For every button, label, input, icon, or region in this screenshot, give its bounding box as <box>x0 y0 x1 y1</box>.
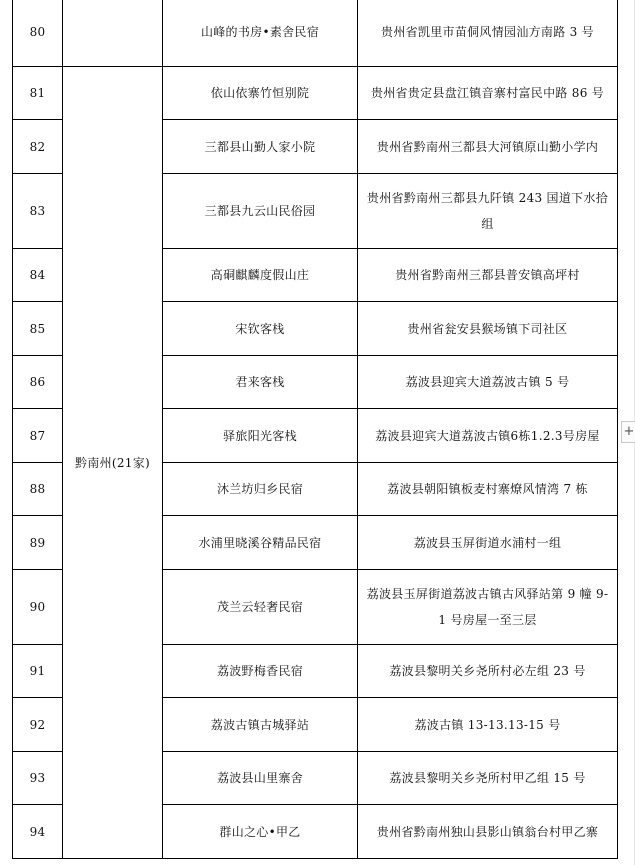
homestay-address: 贵州省凯里市苗侗风情园汕方南路 3 号 <box>358 0 618 67</box>
homestay-name: 荔波古镇古城驿站 <box>163 698 358 752</box>
homestay-name: 荔波县山里寨舍 <box>163 752 358 805</box>
row-number: 80 <box>13 0 63 67</box>
homestay-address: 贵州省黔南州三都县大河镇原山勤小学内 <box>358 120 618 174</box>
homestay-address: 荔波古镇 13-13.13-15 号 <box>358 698 618 752</box>
homestay-address: 荔波县玉屏街道荔波古镇古风驿站第 9 幢 9-1 号房屋一至三层 <box>358 570 618 645</box>
row-number: 89 <box>13 516 63 570</box>
homestay-address: 贵州省贵定县盘江镇音寨村富民中路 86 号 <box>358 67 618 120</box>
table-row <box>13 0 618 67</box>
homestay-address: 荔波县朝阳镇板麦村寨燎风情湾 7 栋 <box>358 463 618 516</box>
homestay-address: 荔波县黎明关乡尧所村必左组 23 号 <box>358 645 618 698</box>
row-number: 81 <box>13 67 63 120</box>
homestay-name: 依山依寨竹恒别院 <box>163 67 358 120</box>
homestay-name: 群山之心•甲乙 <box>163 805 358 859</box>
homestay-name: 驿旅阳光客栈 <box>163 409 358 463</box>
row-number: 91 <box>13 645 63 698</box>
homestay-address: 贵州省黔南州三都县九阡镇 243 国道下水拾组 <box>358 174 618 249</box>
homestay-address: 荔波县玉屏街道水浦村一组 <box>358 516 618 570</box>
homestay-name: 三都县山勤人家小院 <box>163 120 358 174</box>
homestay-name: 茂兰云轻奢民宿 <box>163 570 358 645</box>
homestay-address: 贵州省黔南州独山县影山镇翁台村甲乙寨 <box>358 805 618 859</box>
homestay-address: 贵州省黔南州三都县普安镇高坪村 <box>358 249 618 302</box>
row-number: 83 <box>13 174 63 249</box>
row-number: 90 <box>13 570 63 645</box>
row-number: 93 <box>13 752 63 805</box>
row-number: 88 <box>13 463 63 516</box>
region-cell-empty <box>63 0 163 67</box>
table-row <box>13 67 618 120</box>
homestay-address: 荔波县迎宾大道荔波古镇 5 号 <box>358 356 618 409</box>
row-number: 86 <box>13 356 63 409</box>
homestay-address: 荔波县黎明关乡尧所村甲乙组 15 号 <box>358 752 618 805</box>
homestay-address: 荔波县迎宾大道荔波古镇6栋1.2.3号房屋 <box>358 409 618 463</box>
region-cell: 黔南州(21家) <box>63 67 163 859</box>
homestay-name: 三都县九云山民俗园 <box>163 174 358 249</box>
row-number: 94 <box>13 805 63 859</box>
homestay-name: 荔波野梅香民宿 <box>163 645 358 698</box>
homestay-name: 山峰的书房•素舍民宿 <box>163 0 358 67</box>
row-number: 85 <box>13 302 63 356</box>
homestay-name: 沐兰坊归乡民宿 <box>163 463 358 516</box>
homestay-address: 贵州省瓮安县猴场镇下司社区 <box>358 302 618 356</box>
row-number: 84 <box>13 249 63 302</box>
homestay-name: 君来客栈 <box>163 356 358 409</box>
homestay-name: 高硐麒麟度假山庄 <box>163 249 358 302</box>
homestay-table <box>12 0 618 859</box>
row-number: 82 <box>13 120 63 174</box>
homestay-name: 水浦里晓溪谷精品民宿 <box>163 516 358 570</box>
row-number: 92 <box>13 698 63 752</box>
row-number: 87 <box>13 409 63 463</box>
homestay-name: 宋钦客栈 <box>163 302 358 356</box>
add-row-button[interactable]: + <box>621 421 635 443</box>
